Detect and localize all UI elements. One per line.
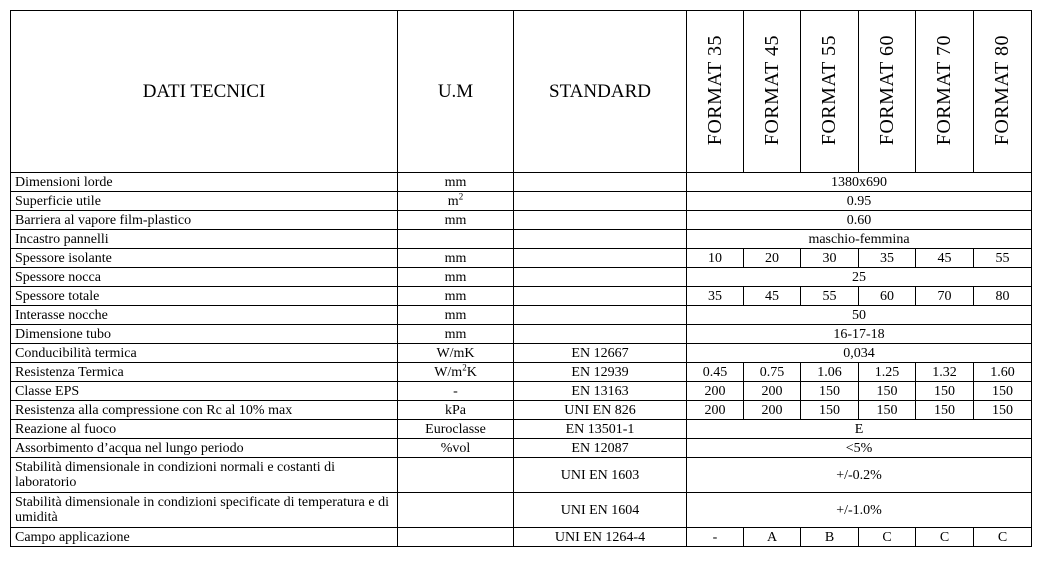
shared-value: <5% <box>687 439 1032 458</box>
header-format-80 <box>974 11 1032 173</box>
row-standard: UNI EN 1264-4 <box>514 528 687 547</box>
format-value: 55 <box>974 249 1032 268</box>
table-row <box>11 325 1032 344</box>
format-value: 55 <box>801 287 859 306</box>
row-unit: mm <box>398 325 514 344</box>
format-value: 150 <box>916 382 974 401</box>
header-format-label: FORMAT 55 <box>818 35 840 146</box>
row-label: Superficie utile <box>11 192 398 211</box>
format-value: C <box>916 528 974 547</box>
format-value: 150 <box>974 382 1032 401</box>
header-format-label: FORMAT 45 <box>760 35 783 146</box>
row-unit: mm <box>398 249 514 268</box>
format-value: 150 <box>859 382 916 401</box>
row-standard <box>514 287 687 306</box>
header-param: DATI TECNICI <box>11 11 398 173</box>
table-row <box>11 173 1032 192</box>
table-row <box>11 287 1032 306</box>
row-unit: mm <box>398 287 514 306</box>
row-unit: %vol <box>398 439 514 458</box>
header-row <box>11 11 1032 173</box>
format-value: 0.75 <box>744 363 801 382</box>
format-value: B <box>801 528 859 547</box>
shared-value: 16-17-18 <box>687 325 1032 344</box>
format-value: 150 <box>916 401 974 420</box>
format-value: 80 <box>974 287 1032 306</box>
row-label: Dimensioni lorde <box>11 173 398 192</box>
table-row <box>11 493 1032 528</box>
format-value: 60 <box>859 287 916 306</box>
table-row <box>11 306 1032 325</box>
row-label: Resistenza Termica <box>11 363 398 382</box>
row-unit <box>398 192 514 211</box>
shared-value: 25 <box>687 268 1032 287</box>
format-value: C <box>974 528 1032 547</box>
format-value: 1.06 <box>801 363 859 382</box>
format-value: 150 <box>801 382 859 401</box>
row-unit: mm <box>398 173 514 192</box>
header-standard: STANDARD <box>514 11 687 173</box>
unit-superscript: 2 <box>462 362 467 372</box>
row-label: Interasse nocche <box>11 306 398 325</box>
table-row <box>11 230 1032 249</box>
header-format-70 <box>916 11 974 173</box>
row-label: Campo applicazione <box>11 528 398 547</box>
row-label: Classe EPS <box>11 382 398 401</box>
row-unit: - <box>398 382 514 401</box>
format-value: 200 <box>687 382 744 401</box>
row-standard <box>514 173 687 192</box>
row-label: Spessore totale <box>11 287 398 306</box>
row-label: Spessore nocca <box>11 268 398 287</box>
header-format-label: FORMAT 60 <box>875 35 898 146</box>
format-value: 0.45 <box>687 363 744 382</box>
row-unit: Euroclasse <box>398 420 514 439</box>
row-standard: EN 12939 <box>514 363 687 382</box>
row-standard <box>514 325 687 344</box>
row-label: Stabilità dimensionale in condizioni specificate di temperatura e di umidità <box>11 493 398 528</box>
format-value: 70 <box>916 287 974 306</box>
format-value: 200 <box>744 382 801 401</box>
header-format-label: FORMAT 35 <box>703 35 726 146</box>
row-unit: W/mK <box>398 344 514 363</box>
row-standard: EN 13501-1 <box>514 420 687 439</box>
table-row <box>11 382 1032 401</box>
shared-value: +/-1.0% <box>687 493 1032 528</box>
unit-base: W/m <box>434 364 463 380</box>
format-value: 45 <box>916 249 974 268</box>
table-row <box>11 420 1032 439</box>
unit-superscript: 2 <box>458 191 464 201</box>
row-standard <box>514 211 687 230</box>
format-value: 150 <box>801 401 859 420</box>
table-row <box>11 211 1032 230</box>
row-unit: mm <box>398 211 514 230</box>
table-row <box>11 268 1032 287</box>
format-value: 10 <box>687 249 744 268</box>
format-value: 45 <box>744 287 801 306</box>
shared-value: 50 <box>687 306 1032 325</box>
table-row <box>11 458 1032 493</box>
format-value: 150 <box>974 401 1032 420</box>
table-row <box>11 528 1032 547</box>
table-body <box>11 173 1032 547</box>
format-value: - <box>687 528 744 547</box>
row-label: Spessore isolante <box>11 249 398 268</box>
row-unit <box>398 528 514 547</box>
row-standard <box>514 306 687 325</box>
row-standard <box>514 249 687 268</box>
row-label: Assorbimento d’acqua nel lungo periodo <box>11 439 398 458</box>
row-standard <box>514 230 687 249</box>
format-value: 200 <box>744 401 801 420</box>
row-unit: mm <box>398 306 514 325</box>
row-unit <box>398 230 514 249</box>
shared-value: +/-0.2% <box>687 458 1032 493</box>
format-value: 150 <box>859 401 916 420</box>
row-label: Barriera al vapore film-plastico <box>11 211 398 230</box>
row-unit <box>398 493 514 528</box>
format-value: 200 <box>687 401 744 420</box>
row-standard: UNI EN 1603 <box>514 458 687 493</box>
row-unit <box>398 458 514 493</box>
format-value: 1.32 <box>916 363 974 382</box>
table-row <box>11 249 1032 268</box>
row-label: Conducibilità termica <box>11 344 398 363</box>
header-format-45 <box>744 11 801 173</box>
row-label: Stabilità dimensionale in condizioni normali e costanti di laboratorio <box>11 458 398 493</box>
format-value: 35 <box>687 287 744 306</box>
table-row <box>11 344 1032 363</box>
format-value: 20 <box>744 249 801 268</box>
shared-value: maschio-femmina <box>687 230 1032 249</box>
row-label: Resistenza alla compressione con Rc al 10% max <box>11 401 398 420</box>
row-standard: EN 13163 <box>514 382 687 401</box>
format-value: 30 <box>801 249 859 268</box>
row-standard <box>514 192 687 211</box>
row-standard: UNI EN 826 <box>514 401 687 420</box>
format-value: 35 <box>859 249 916 268</box>
header-format-label: FORMAT 70 <box>933 35 955 146</box>
table-row <box>11 363 1032 382</box>
header-format-35 <box>687 11 744 173</box>
shared-value: 0.60 <box>687 211 1032 230</box>
row-standard <box>514 268 687 287</box>
row-unit: kPa <box>398 401 514 420</box>
row-unit <box>398 363 514 382</box>
row-standard: EN 12667 <box>514 344 687 363</box>
row-label: Dimensione tubo <box>11 325 398 344</box>
format-value: C <box>859 528 916 547</box>
unit-base: m <box>447 193 459 209</box>
technical-data-table <box>10 10 1032 547</box>
row-standard: UNI EN 1604 <box>514 493 687 528</box>
header-format-label: FORMAT 80 <box>991 35 1013 146</box>
header-unit: U.M <box>398 11 514 173</box>
row-standard: EN 12087 <box>514 439 687 458</box>
shared-value: 0,034 <box>687 344 1032 363</box>
row-label: Incastro pannelli <box>11 230 398 249</box>
format-value: 1.25 <box>859 363 916 382</box>
table-row <box>11 401 1032 420</box>
shared-value: E <box>687 420 1032 439</box>
row-label: Reazione al fuoco <box>11 420 398 439</box>
format-value: A <box>744 528 801 547</box>
table-row <box>11 192 1032 211</box>
row-unit: mm <box>398 268 514 287</box>
unit-tail: K <box>466 364 477 380</box>
shared-value: 1380x690 <box>687 173 1032 192</box>
table-row <box>11 439 1032 458</box>
shared-value: 0.95 <box>687 192 1032 211</box>
header-format-55 <box>801 11 859 173</box>
header-format-60 <box>859 11 916 173</box>
format-value: 1.60 <box>974 363 1032 382</box>
